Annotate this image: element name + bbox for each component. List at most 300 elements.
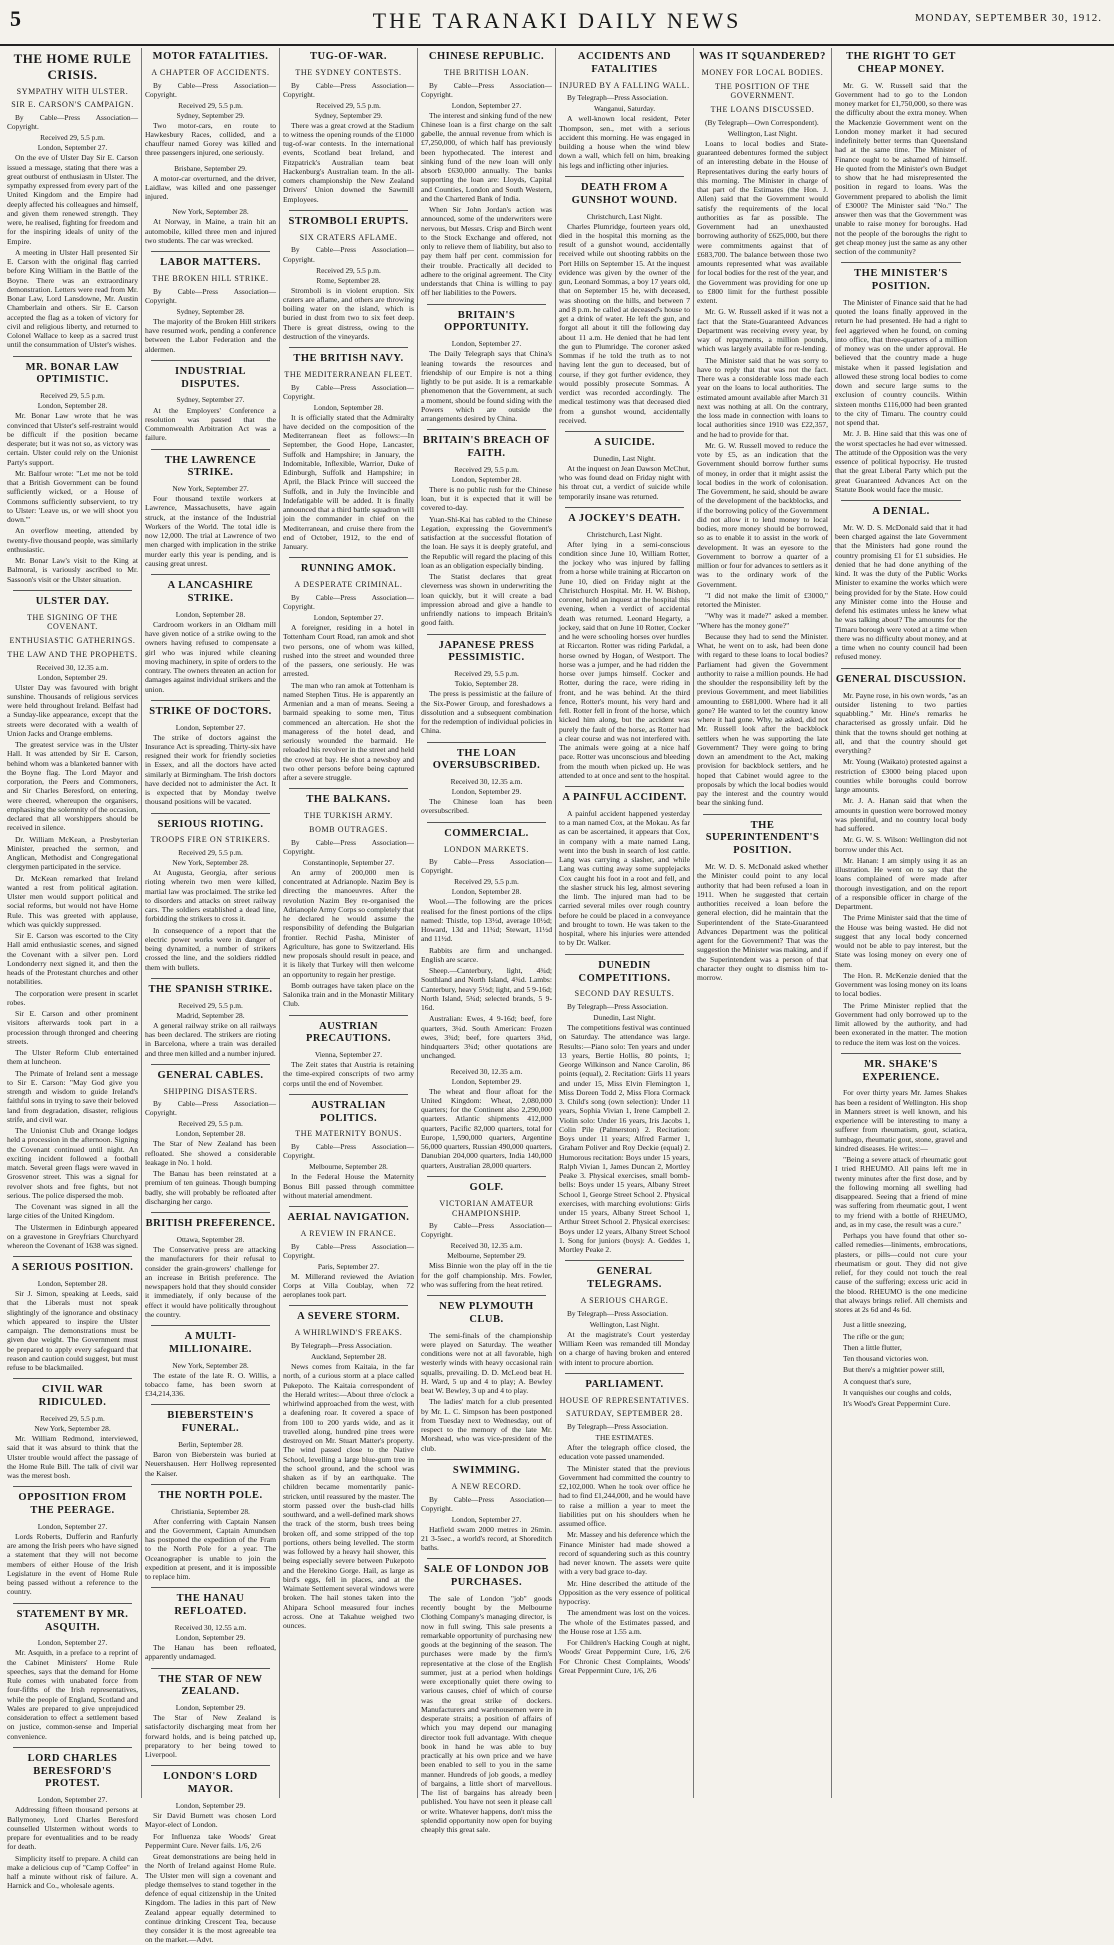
article-subheading: THE POSITION OF THE GOVERNMENT. [714,81,811,101]
article-headline: BRITAIN'S OPPORTUNITY. [444,309,529,334]
article-dateline: Received 30, 12.35 a.m. [36,662,109,672]
article [559,1373,690,1675]
article-byline: By Cable—Press Association—Copyright. [283,245,414,264]
article-headline: AERIAL NAVIGATION. [287,1212,410,1224]
article-paragraph: The estate of the late R. O. Willis, a tobacco fame, has been sworn at £34,214,336. [145,1370,276,1399]
column-rule [289,788,408,789]
article [283,1094,414,1200]
article-paragraph: Wool.—The following are the prices realised for the finest portions of the clips named: Thistle, top 13½d, average 10½d; Howard, 13d and 11¾d; Stewart, 11½d and 11½d. [421,897,552,944]
article [559,507,690,780]
article-dateline: New York, September 28. [172,1360,249,1370]
article-paragraph: News comes from Kaitaia, in the far north, of a curious storm at a place called Pukepoto. The Kaitaia correspondent of the Herald writes:—About three o'clock a whirlwind approached from the west, with a deafening roar. It covered a space of from 100 to 200 yards wide, and as it travelled along, hundred pine trees were destroyed on Mr. Stuart Matter's property. The wind passed close to the Native School, levelling a large blue-gum tree in the school ground, and the school was shaken as if by an earthquake. The children became momentarily panic-stricken, until reassured by the master. The storm passed over the bush-clad hills southward, and a well-defined mark shows the track of the storm, bush trees being broken off, and some stripped of the top portions, others being levelled. The storm was followed by a heavy hail shower, this being especially severe between Pukepoto and the Herekino Gorge. Hail, as large as bird's eggs, fell in places, and at the Waimate Settlement several windows were broken. The hail stones taken into the Ahipara School measured four inches across. One at Takahue weighed two ounces. [283,1362,414,1631]
article [559,1260,690,1366]
article-paragraph: Mr. J. A. Hanan said that when the amounts in question were borrowed money was plentiful, and no country local body had suffered. [835,796,967,834]
article-paragraph: Mr. William Redmond, interviewed, said that it was absurd to think that the Ulster trouble would affect the passage of the Home Rule Bill. The talk of civil war was the merest bosh. [7,1434,138,1481]
column-rule [427,634,546,635]
article-paragraph: A general railway strike on all railways has been declared. The strikers are rioting in Barcelona, where a train was derailed and three men killed and a number injured. [145,1020,276,1058]
article-paragraph: Mr. Balfour wrote: "Let me not be told that a British Government can be found sufficiently wicked, or a House of Commons sufficiently subservient, to try to Ulster: 'Leave us, or we will shoot you down.'" [7,468,138,524]
article-subheading: ENTHUSIASTIC GATHERINGS. [9,636,136,646]
article-paragraph: The press is pessimistic at the failure of the Six-Power Group, and foreshadows a dissolution and a subsequent combination for the redemption of individual policies in China. [421,689,552,736]
article-paragraph: A foreigner, residing in a hotel in Tottenham Court Road, ran amok and shot two persons, one of whom was killed, rushed into the street and wounded three of the passers, one seriously. He was arrested. [283,623,414,679]
article-dateline: Received 29, 5.5 p.m. [40,133,105,143]
column-2 [142,48,280,1945]
article-paragraph: The greatest service was in the Ulster Hall. It was attended by Sir E. Carson, behind whom was a blanketed banner with the Boyne flag. The Lord Mayor and corporation, the Peers and Commoners, and Sir Charles Beresford, on entering, were cheered, whereupon the organisers, emphasising the solemnity of the occasion, declared that all worshippers should be received in silence. [7,740,138,833]
article-headline: STROMBOLI ERUPTS. [288,215,409,227]
column-rule [151,1064,270,1065]
article-dateline: Auckland, September 28. [310,1352,387,1362]
article-paragraph: Loans to local bodies and State-guaranteed debentures formed the subject of an interesting debate in the House of Representatives during the early hours of this morning. The Minister in charge of that part of the Estimates (the Hon. J. Allen) said that the Government would satisfy the requirements of the local authorities as far as possible. The Government had an unexhausted borrowing authority of £625,000, but there were commitments against that of £683,700. The balance between those two amounts represented what was available for local bodies for the rest of the year, and the Government was providing for one up to £800 limit for the furthest possible extent. [697,138,828,306]
article-headline: RUNNING AMOK. [300,563,397,575]
article-paragraph: The Star of New Zealand has been refloated. She showed a considerable leakage in No. 1 hold. [145,1139,276,1167]
issue-date: MONDAY, SEPTEMBER 30, 1912. [914,12,1102,24]
column-rule [289,1305,408,1306]
article-paragraph: M. Millerand reviewed the Aviation Corps at Villa Coublay, when 72 aeroplanes took part. [283,1271,414,1300]
article-headline: JAPANESE PRESS PESSIMISTIC. [438,639,535,664]
article [145,1668,276,1760]
article-dateline: London, September 29. [451,787,522,797]
article [559,431,690,501]
article-dateline: London, September 28. [175,609,246,619]
article-subheading: THE MATERNITY BONUS. [295,1129,402,1139]
article-headline: A SEVERE STORM. [297,1311,400,1323]
article-dateline: New York, September 28. [34,1424,111,1434]
column-rule [841,500,961,501]
article-paragraph: The Banau has been reinstated at a premium of ten guineas. Though bumping badly, she will probably be refloated after discharging her cargo. [145,1169,276,1206]
article-paragraph: A conquest that's sure, [843,1376,912,1386]
article-dateline: Dunedin, Last Night. [593,453,656,463]
article-paragraph: Mr. J. B. Hine said that this was one of the worst spectacles he had ever witnessed. The attitude of the Opposition was the very essence of political hypocrisy. He trusted that the great Liberal Party which put the great Guaranteed Advances Act on the Statute Book would face the music. [835,429,967,494]
article-byline: By Cable—Press Association—Copyright. [283,593,414,612]
column-rule [841,1053,961,1054]
article-paragraph: But there's a mightier power still, [843,1365,945,1375]
article [283,210,414,341]
column-rule [289,1094,408,1095]
column-rule [565,1260,684,1261]
article-dateline: Received 29, 5.5 p.m. [178,100,243,110]
article-headline: PARLIAMENT. [585,1378,664,1390]
article-paragraph: The Hanau has been refloated, apparently undamaged. [145,1643,276,1662]
article [7,1378,138,1480]
article-paragraph: "Why was it made?" asked a member. "Where has the money gone?" [697,611,828,630]
article-headline: THE BRITISH NAVY. [293,353,404,365]
article-dateline: Received 29, 5.5 p.m. [454,464,519,474]
article-dateline: Sydney, September 28. [176,306,245,316]
newspaper-title: THE TARANAKI DAILY NEWS [372,8,742,33]
article-dateline: Received 29, 5.5 p.m. [178,848,243,858]
article-paragraph: "I did not make the limit of £3000," retorted the Minister. [697,590,828,610]
column-rule [13,1256,132,1257]
article-dateline: London, September 28. [451,887,522,897]
article [145,1064,276,1206]
article-headline: THE NORTH POLE. [158,1489,263,1501]
article [7,356,138,584]
article-dateline: Received 29, 5.5 p.m. [40,391,105,401]
article-headline: MOTOR FATALITIES. [152,51,269,62]
column-rule [13,1378,132,1379]
article-dateline: London, September 27. [451,100,522,110]
article [145,700,276,807]
article-paragraph: Sir E. Carson and other prominent visitors afterwards took part in a procession through thronged and cheering streets. [7,1009,138,1046]
article [145,360,276,443]
article-headline: GOLF. [469,1181,504,1193]
article [145,207,276,245]
article [283,1305,414,1630]
article-paragraph: Australian: Ewes, 4 9-16d; beef, fore quarters, 3¼d. South American: Frozen ewes, 3¾d; beef, fore quarters 3¾d, hindquarters 3¾d; other quotations are unchanged. [421,1014,552,1061]
article-dateline: Wellington, Last Night. [727,128,798,138]
column-rule [289,210,408,211]
article [697,814,828,983]
article-paragraph: The Primate of Ireland sent a message to Sir E. Carson: "May God give you strength and wisdom to guide Ireland's faithful sons in trying to save their beloved land from degradation, disaster, religious strife, and civil war. [7,1068,138,1124]
article-headline: BRITAIN'S BREACH OF FAITH. [422,435,551,460]
article-dateline: New York, September 28. [172,207,249,217]
article-byline: (By Telegraph—Own Correspondent). [705,117,819,127]
article [283,1206,414,1299]
article-byline: By Telegraph—Press Association. [291,1341,392,1351]
article-paragraph: For over thirty years Mr. James Shakes has been a resident of Wellington. His shop in Manners street is well known, and his experience will be interesting to many a sufferer from rheumatism, gout, sciatica, lumbago, rheumatic gout, stone, gravel and kindred diseases. He writes:— [835,1088,967,1153]
article-paragraph: Yuan-Shi-Kai has cabled to the Chinese Legation, expressing the Government's satisfaction at the successful flotation of the loan. He says it is deeply grateful, and the Republic will regard the placing of this loan as an obligation especially binding. [421,514,552,570]
column-1 [4,48,142,1891]
article-paragraph: The rifle or the gun; [843,1331,905,1341]
article-paragraph: A well-known local resident, Peter Thompson, sen., met with a serious accident this morning. He was engaged in building a house when the wind blew down a wall, which fell on him, breaking his legs and inflicting other injuries. [559,114,690,170]
article-byline: By Cable—Press Association—Copyright. [145,80,276,99]
article-headline: THE BALKANS. [306,794,391,806]
article-paragraph: The Minister of Finance said that he had quoted the loans finally approved in the return he had presented. He had a right to feel aggrieved when he found, on coming into office, that three-quarters of a million of money was on the under approval. He believed that the country made a huge mistake when it passed legislation and allowed these strong local bodies to come down and secure large sums to the exclusion of country councils. Within sixteen months £116,000 had been granted to the city of Timaru. The country could not spend that. [835,297,967,428]
article-dateline: Melbourne, September 29. [447,1251,526,1261]
article-headline: THE SPANISH STRIKE. [148,983,273,995]
article [145,251,276,354]
article [835,500,967,662]
article [421,1459,552,1552]
article-paragraph: The Chinese loan has been oversubscribed. [421,797,552,816]
article-byline: By Telegraph—Press Association. [567,93,668,103]
article-paragraph: When Sir John Jordan's action was announced, some of the underwriters were nervous, but Messrs. Crisp and Birch went to the Stock Exchange and offered, not only to relieve them of liability, but also to pay them half per cent. commission for their trouble. Practically all decided to adhere to the original agreement. The City understands that China is willing to pay off her liabilities to the Powers. [421,205,552,298]
article-paragraph: The strike of doctors against the Insurance Act is spreading. Thirty-six have resigned their work for friendly societies in Essex, and all the doctors have acted similarly at Birmingham. The Irish doctors have decided not to administer the Act. It is expected that by Monday twelve thousand positions will be vacated. [145,732,276,807]
article-paragraph: Addressing fifteen thousand persons at Ballymoney, Lord Charles Beresford counselled Ulstermen without words to prepare for eventualities and to be ready for death. [7,1805,138,1852]
article-subheading: A SERIOUS CHARGE. [580,1295,669,1305]
column-7 [832,48,970,1798]
article-paragraph: Bomb outrages have taken place on the Salonika train and in the Monastir Military Club. [283,980,414,1009]
article-byline: By Cable—Press Association—Copyright. [283,1142,414,1161]
article [421,634,552,736]
article-paragraph: The interest and sinking fund of the new Chinese loan is a first charge on the salt gabelle, the annual revenue from which is £7,250,000, of which half has previously been hypothecated. The interest and sinking fund of the new loan will only absorb £630,000 annually. The banks supporting the loan are: Lloyds, Capital and Counties, London and South Western, and the Chartered Bank of India. [421,110,552,203]
article [421,742,552,816]
article [145,449,276,569]
article-paragraph: Mr. G. W. S. Wilson: Wellington did not borrow under this Act. [835,835,967,854]
article-paragraph: "Being a severe attack of rheumatic gout I tried RHEUMO. All pains left me in twenty minutes after the first dose, and by the following morning all swelling had disappeared. Seeing that a friend of mine was suffering from rheumatic gout, I went to my friend with a bottle of RHEUMO, and, as in my case, the result was a cure." [835,1155,967,1229]
article-paragraph: The Minister stated that the previous Government had committed the country to £2,102,000. When he took over office he had to find £1,244,000, and he would have to raise a million a year to meet the liabilities put on his shoulders when he assumed office. [559,1463,690,1529]
article [145,1212,276,1319]
article-headline: STATEMENT BY MR. ASQUITH. [16,1608,129,1633]
article [559,954,690,1255]
article-paragraph: The Statist declares that great cleverness was shown in underwriting the loan quickly, but it will create a bad impression abroad and give a handle to unfriendly nations to impeach Britain's good faith. [421,572,552,628]
article [145,51,276,158]
article-paragraph: Mr. W. D. S. McDonald said that it had been charged against the late Government that the Ministers had gone round the country promising £1 for £1 subsidies. He denied that he had done anything of the kind. It was the duty of the Public Works Minister to examine the works which were being provided for by the State. How could any Minister come into the House and defend his estimates unless he knew what he was talking about? The amounts for the Timaru borough were voted at a time when there was no difficulty about money, and at a time when no county council had been refused money. [835,522,967,662]
article-subheading: A WHIRLWIND'S FREAKS. [294,1328,403,1338]
column-rule [151,1668,270,1669]
article [7,1747,138,1891]
article [835,51,967,256]
article-paragraph: Then a little flutter, [843,1342,902,1352]
article-paragraph: At Norway, in Maine, a train hit an automobile, killed three men and injured two students. The car was wrecked. [145,217,276,245]
article-dateline: Received 29, 5.5 p.m. [316,100,381,110]
article [7,1256,138,1372]
column-5 [556,48,694,1798]
article-headline: TUG-OF-WAR. [310,51,387,62]
article-dateline: London, September 29. [175,1703,246,1713]
article [421,822,552,1061]
article-dateline: Christchurch, Last Night. [586,211,663,221]
article-subheading: THE SYDNEY CONTESTS. [295,67,402,77]
article-dateline: Received 30, 12.55 a.m. [174,1622,247,1632]
article-headline: SALE OF LONDON JOB PURCHASES. [423,1564,549,1589]
article-headline: LABOR MATTERS. [160,257,261,269]
article-paragraph: For Influenza take Woods' Great Peppermint Cure. Never fails. 1/6, 2/6 [145,1831,276,1850]
article-byline: By Telegraph—Press Association. [567,1308,668,1318]
article-paragraph: Cardroom workers in an Oldham mill have given notice of a strike owing to the owners having refused to compensate a girl who was injured while cleaning moving machinery, in spite of orders to the contrary. The owners threaten an action for damages against individual strikers and the union. [145,619,276,694]
article [7,1603,138,1741]
column-rule [151,1765,270,1766]
column-rule [289,347,408,348]
article [559,786,690,948]
article-paragraph: After conferring with Captain Nansen and the Government, Captain Amundsen has postponed the expedition of the Fram to the North Pole for a year. The Oceanographer is unable to join the expedition at present, and it is impossible to replace him. [145,1516,276,1582]
article-paragraph: It is officially stated that the Admiralty have decided on the composition of the Mediterranean fleet as follows:—In September, the Good Hope, Lancaster, Suffolk and Hampshire; in January, the Indomitable, Inflexible, Warrior, Duke of Edinburgh, Suffolk and Hampshire; in April, the Black Prince will succeed the Suffolk, and in July the Invincible and Indefatigable will be added. It is finally announced that a third battle squadron will join the commander in chief on the Mediterranean, and cruise there from the end of October, 1912, to the end of January. [283,412,414,552]
article-paragraph: It vanquishes our coughs and colds, [843,1387,952,1397]
article-subheading: THE LOANS DISCUSSED. [710,105,815,115]
column-rule [427,822,546,823]
article-dateline: London, September 27. [313,613,384,623]
article-headline: ULSTER DAY. [35,595,110,607]
article [421,304,552,424]
article-paragraph: Mr. Hanan: I am simply using it as an illustration. He went on to say that the loans complained of were made after thorough investigation, and on the report of a responsible officer in charge of the Department. [835,855,967,912]
article [7,590,138,1251]
article-dateline: Sydney, September 27. [176,395,245,405]
column-3 [280,48,418,1798]
masthead [0,0,1114,46]
article-dateline: Constantinople, September 27. [302,857,395,867]
article [145,813,276,972]
article-dateline: London, September 27. [451,1514,522,1524]
article [145,1325,276,1398]
article-dateline: London, September 28. [37,1279,108,1289]
article-dateline: Received 29, 5.5 p.m. [316,265,381,275]
article-subheading: TROOPS FIRE ON STRIKERS. [150,835,271,845]
article-paragraph: The Hon. R. McKenzie denied that the Government was losing money on its loans to local bodies. [835,970,967,999]
article-headline: A SUICIDE. [593,437,656,449]
article-paragraph: Because they had to send the Minister. What, he went on to ask, had been done with regard to these loans to local bodies? Parliament had given the Government authority to raise a million pounds. He had the shoulder the responsibility left by the previous Government, and meet liabilities amounting to £681,000. Where had it all gone? He wanted to let the country know where it had gone. Why, he asked, did not Mr. Russell look after the backblock settlers when he was supporting the late Government? They were going to bring down an amendment to the Act, making provision for backblock settlers, and he hoped that Cabinet would agree to the proposals by which the local bodies would pay the interest and the country would bear the sinking fund. [697,631,828,808]
article-byline: By Cable—Press Association—Copyright. [283,382,414,401]
article-headline: WAS IT SQUANDERED? [699,51,826,62]
article [421,1067,552,1170]
article-paragraph: Perhaps you have found that other so-called remedies—liniments, embrocations, plasters, or pills—could not cure your rheumatism or gout. They did not give relief, for they could not touch the real cause of the suffering; excess uric acid in the blood. RHEUMO is the one medicine that always brings relief. All chemists and stores at 2s 6d and 4s 6d. [835,1231,967,1315]
article-headline: INDUSTRIAL DISPUTES. [175,365,246,390]
article-headline: LONDON'S LORD MAYOR. [163,1771,258,1796]
column-rule [13,1603,132,1604]
article-dateline: Paris, September 27. [317,1261,380,1271]
article-headline: THE HANAU REFLOATED. [174,1593,247,1618]
column-rule [565,431,684,432]
article-byline: By Telegraph—Press Association. [567,1002,668,1012]
article-subheading: THE BRITISH LOAN. [443,67,530,77]
article-paragraph: Mr. Hine described the attitude of the Opposition as the very essence of political hypocrisy. [559,1578,690,1607]
page-number: 5 [10,6,21,31]
article-dateline: Received 29, 5.5 p.m. [40,1414,105,1424]
article-dateline: Melbourne, September 28. [309,1162,388,1172]
article [7,1486,138,1596]
article-subheading: SYMPATHY WITH ULSTER. [16,86,129,96]
article [835,1053,967,1315]
article [559,176,690,425]
article-paragraph: At the inquest on Jean Dawson McChut, who was found dead on Friday night with his throat cut, a verdict of suicide while temporarily insane was returned. [559,463,690,501]
column-rule [289,1206,408,1207]
article-paragraph: It's Wood's Great Peppermint Cure. [843,1399,951,1409]
article-paragraph: A meeting in Ulster Hall presented Sir E. Carson with the original flag carried before King William in the Battle of the Boyne. There was an extraordinary demonstration. Letters were read from Mr. Bonar Law, Lord Lansdowne, Mr. Austin Chamberlain and others. Sir E. Carson accepted the flag as a token of victory for civil and religious liberty, and returned to Colonel Wallace to keep as a sacred trust until the consummation of Ulster's wishes. [7,247,138,350]
article-paragraph: Ten thousand victories won. [843,1354,929,1364]
article [421,1176,552,1289]
article-paragraph: The wheat and flour afloat for the United Kingdom: Wheat, 2,080,000 quarters; for the Continent also 2,290,000 quarters. Atlantic shipments 412,000 quarters, Pacific 82,000 quarters, total for Europe, 1,590,000 quarters, Argentine 56,000 quarters, Russian 490,000 quarters, Danubian 204,000 quarters, India 140,000 quarters, Australian 28,000 quarters. [421,1086,552,1170]
column-rule [13,590,132,591]
article-headline: DUNEDIN COMPETITIONS. [578,959,671,984]
article-subheading: INJURED BY A FALLING WALL. [559,80,690,90]
column-rule [565,954,684,955]
article [559,51,690,170]
article-headline: SERIOUS RIOTING. [157,818,264,830]
article-headline: THE LAWRENCE STRIKE. [164,454,257,479]
article [145,164,276,202]
article-paragraph: Miss Binnie won the play off in the tie for the golf championship. Mrs. Fowler, who was suffering from the heat retired. [421,1261,552,1289]
article [145,1587,276,1661]
article-dateline: London, September 29. [175,1801,246,1810]
article-headline: THE HOME RULE CRISIS. [13,51,132,82]
article-headline: AUSTRALIAN POLITICS. [311,1099,386,1124]
article-paragraph: Rabbits are firm and unchanged. English are scarce. [421,945,552,964]
article-paragraph: The semi-finals of the championship were played on Saturday. The weather conditions were not at all favorable, high westerly winds with heavy occasional rain squalls, prevailing. D. D. McLeod beat H. H. Ward, 5 up and 4 to play; A. Bewley beat W. Bewley, 3 up and 4 to play. [421,1330,552,1396]
column-rule [427,1558,546,1559]
article-paragraph: Mr. G. W. Russell said that the Government had to go to the London money market for £1,750,000, so there was the difficulty about the extra money. When the Mackenzie Government went on the London money market it had secured indefinitely better terms than Queensland had at the same time. The Minister of Finance ought to be ashamed of himself. He quoted from the Minister's own Budget to show that he had misrepresented the position in regard to loans. Was the Government prepared to abolish the limit of £3000? The Minister said "No." The answer then was that the Government was unable to raise money for boroughs. Had not the people of the boroughs the right to get cheap money just the same as any other section of the community? [835,80,967,257]
article-paragraph: The Unionist Club and Orange lodges held a procession in the afternoon. Signing the Covenant continued until night. An exciting incident followed a football match. Several green flags were waved in Grosvenor street. This was a signal for revolver shots and free fights, but not serious. The police dispersed the mob. [7,1126,138,1200]
article-headline: BIEBERSTEIN'S FUNERAL. [167,1410,254,1435]
article [835,1320,967,1408]
column-rule [565,507,684,508]
article [283,51,414,204]
article-dateline: Dunedin, Last Night. [593,1013,656,1023]
column-rule [565,176,684,177]
article-subheading: SHIPPING DISASTERS. [163,1086,258,1096]
article-paragraph: The Zeit states that Austria is retaining the time-expired conscripts of two army corps until the end of November. [283,1060,414,1088]
article-headline: CIVIL WAR RIDICULED. [38,1384,107,1409]
article-dateline: Received 29, 5.5 p.m. [454,669,519,679]
article-paragraph: Just a little sneezing, [843,1320,907,1330]
article [145,1404,276,1477]
column-rule [151,978,270,979]
column-rule [427,1295,546,1296]
article-byline: By Cable—Press Association—Copyright. [145,286,276,305]
column-rule [151,700,270,701]
article-headline: MR. BONAR LAW OPTIMISTIC. [25,361,120,386]
article [835,668,967,1047]
article-headline: BRITISH PREFERENCE. [145,1218,276,1230]
article-paragraph: Dr. McKean remarked that Ireland wanted a rest from political agitation. Ulster men would support political and social reforms, but would not have Home Rule. This was greeted with applause, which was quickly suppressed. [7,873,138,929]
article-paragraph: An army of 200,000 men is concentrated at Adrianople. Nazim Bey is directing the manoeuvres. After the revolution Nazim Bey re-organised the Adrianople Army Corps so completely that he declared he would assume the responsibility of defending the Bulgarian frontier. Rechid Pasha, Minister of Agriculture, has gone to Switzerland. His new proposals should result in peace, and it is likely that Turkey will then welcome an opportunity to regain her prestige. [283,867,414,979]
article-dateline: London, September 28. [313,402,384,412]
article-paragraph: Hatfield swam 2000 metres in 26min. 21 3-5sec., a world's record, at Shoreditch baths. [421,1524,552,1553]
article-headline: ACCIDENTS AND FATALITIES [577,51,672,75]
article-paragraph: Lords Roberts, Dufferin and Ranfurly are among the Irish peers who have signed a statement that they will not become members of either House of the Irish Legislature in the event of Home Rule being passed without a reference to the country. [7,1531,138,1597]
article-headline: A SERIOUS POSITION. [11,1262,134,1274]
column-rule [151,1484,270,1485]
article-dateline: Ottawa, September 28. [176,1235,245,1245]
article-headline: GENERAL DISCUSSION. [835,673,967,685]
article [421,1558,552,1834]
article [145,978,276,1058]
article-headline: A LANCASHIRE STRIKE. [167,580,254,604]
article-headline: OPPOSITION FROM THE PEERAGE. [18,1492,127,1517]
article-paragraph: Mr. G. W. Russell moved to reduce the vote by £5, as an indication that the Government should borrow further sums of money, in order that it might assist the local bodies in the work of colonisation. The Government, he said, should be aware of the development of the backblocks, and if the borrowing policy of the Government did not allow it to lend money to local bodies, more money should be borrowed, so as to enable it to assist in the work of development. It was an eyesore to the Government to borrow a quarter of a million or four for advances to settlers as it was to the ordinary work of the Government. [697,440,828,589]
article-headline: THE SUPERINTENDENT'S POSITION. [705,819,820,857]
article-subheading: THE MEDITERRANEAN FLEET. [284,369,413,379]
article-paragraph: The amendment was lost on the voices. The whole of the Estimates passed, and the House rose at 1.55 a.m. [559,1608,690,1636]
article-subheading: A CHAPTER OF ACCIDENTS. [151,67,270,77]
article [283,788,414,1008]
article-headline: GENERAL CABLES. [157,1069,264,1081]
article-byline: By Cable—Press Association—Copyright. [7,113,138,132]
article-dateline: Brisbane, September 29. [174,163,247,173]
column-rule [841,668,961,669]
article-headline: THE STAR OF NEW ZEALAND. [158,1673,263,1698]
article [835,262,967,494]
column-rule [565,786,684,787]
column-rule [841,262,961,263]
article-dateline: Wanganui, Saturday. [593,104,656,114]
article-dateline: London, September 28. [175,1129,246,1139]
column-rule [151,1325,270,1326]
article-dateline: London, September 29. [451,1076,522,1086]
article-dateline: Sydney, September 29. [314,110,383,120]
article-dateline: London, September 28. [37,401,108,411]
article-byline: By Cable—Press Association—Copyright. [421,80,552,99]
article-dateline: New York, September 28. [172,858,249,868]
article-headline: COMMERCIAL. [444,827,529,839]
article-headline: GENERAL TELEGRAMS. [587,1266,662,1291]
article-paragraph: Mr. G. W. Russell asked if it was not a fact that the State-Guaranteed Advances Department was receiving every year, by way of repayments, a million pounds, which was largely available for re-lending. [697,307,828,354]
article-paragraph: Sir David Burnett was chosen Lord Mayor-elect of London. [145,1811,276,1830]
article-paragraph: Sheep.—Canterbury, light, 4¾d; Southland and North Island, 4¾d. Lambs: Canterbury, heavy 5½d; light, and 5 9-16d; North Island, 5¾d; selected brands, 5 9-16d. [421,966,552,1013]
article [7,51,138,350]
article [283,347,414,551]
article-paragraph: Mr. Massey and his deference which the Finance Minister had made showed a record of squandering such as this country had never known. The assets were quite with a very bad grace to-day. [559,1530,690,1577]
column-rule [427,1176,546,1177]
article-byline: By Cable—Press Association—Copyright. [283,837,414,856]
article-paragraph: Sir E. Carson was escorted to the City Hall amid enthusiastic scenes, and signed the Covenant with a silver pen. Lord Londonderry next signed it, and then the heads of the Protestant churches and other notabilities. [7,931,138,987]
article-subheading: THE TURKISH ARMY. [304,811,393,821]
article-dateline: New York, September 27. [172,484,249,494]
article-subheading: BOMB OUTRAGES. [309,824,388,834]
article-byline: By Cable—Press Association—Copyright. [283,1241,414,1260]
article-headline: DEATH FROM A GUNSHOT WOUND. [571,181,678,206]
article-subheading: MONEY FOR LOCAL BODIES. [701,67,824,77]
article-paragraph: The Minister said that he was sorry to have to reply that that was not the fact. There was a considerable loss made each year on the loans to local authorities. The estimated amount available after March 31 next was nothing at all. On the contrary, the loss made in connection with loans to local authorities since 1910 was £22,357, and he had to provide for that. [697,355,828,439]
column-rule [289,1015,408,1016]
article-paragraph: The Prime Minister replied that the Government had only borrowed up to the limit allowed by the authority, and had been exonerated in the matter. The motion to reduce the item was lost on the voices. [835,1000,967,1047]
article-headline: A PAINFUL ACCIDENT. [562,792,687,804]
article-paragraph: There was a great crowd at the Stadium to witness the opening rounds of the £1000 tug-of-war contests. In the international events, Scotland beat Ireland, and Fitzpatrick's Australian team beat Hackenburg's Australian team. In the all-comers championship the New Zealand Drivers' Union downed the Sawmill Employees. [283,120,414,204]
article-subheading: LONDON MARKETS. [444,844,529,854]
article-dateline: Christchurch, Last Night. [586,529,663,539]
article-paragraph: Baron von Bieberstein was buried at Neuershausen. Herr Hollweg represented the Kaiser. [145,1450,276,1478]
article-paragraph: Charles Plumridge, fourteen years old, died in the hospital this morning as the result of a gunshot wound, accidentally received while out shooting rabbits on the Port Hills on September 15. At the inquest evidence was given by the owner of the gun, Leonard Sommas, a boy 17 years old, that on September 15 he, with deceased, was shooting on the hills, and between 7 and 8 p.m. he called at deceased's house to get a drink of water. He left the gun, and forgot all about it till the following day about 11 a.m. He denied that he had lent the gun to Plumridge. The coroner asked Sommas if he told the truth as to not having lent the gun to deceased, but of course, if they got further evidence, they would possibly prosecute Sommas. A verdict was recorded accordingly. The medical testimony was that deceased died from a gunshot wound, accidentally received. [559,221,690,425]
article-dateline: London, September 27. [175,722,246,732]
article-subheading: THE SIGNING OF THE COVENANT. [27,612,118,632]
article-paragraph: After the telegraph office closed, the education vote passed unamended. [559,1443,690,1462]
